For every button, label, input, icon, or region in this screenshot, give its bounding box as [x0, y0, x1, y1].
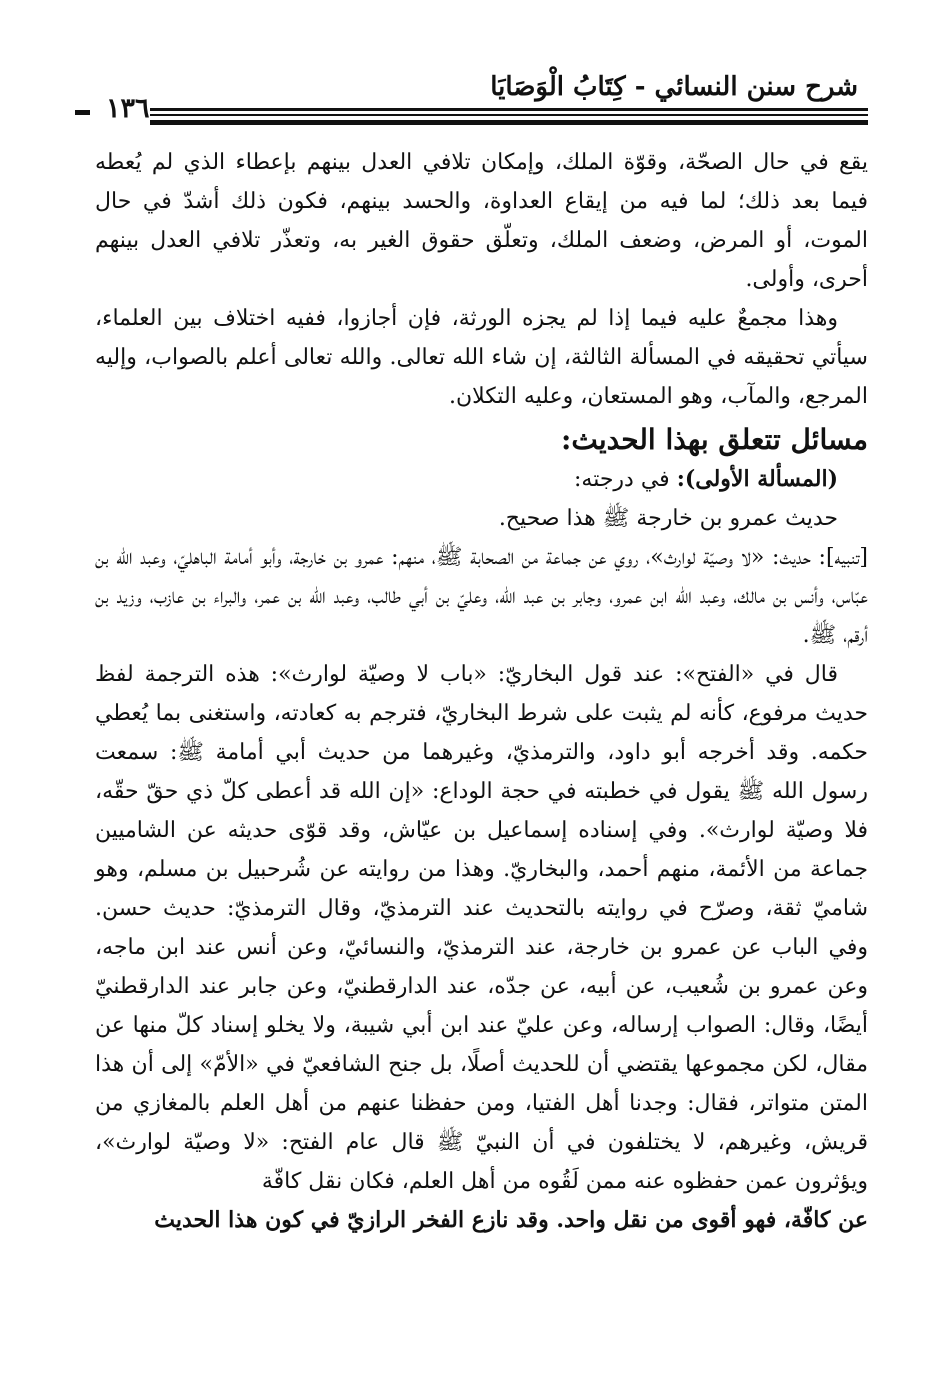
header-middle-rule — [90, 114, 868, 116]
page-header — [90, 62, 868, 126]
page-number: ١٣٦ — [90, 92, 150, 126]
hadith-grade: حديث عمرو بن خارجة ﷺ هذا صحيح. — [498, 506, 838, 531]
final-line: عن كافّة، فهو أقوى من نقل واحد. وقد نازع الفخر الرازيّ في كون هذا الحديث — [154, 1207, 868, 1233]
header-bottom-rule — [90, 120, 868, 125]
header-top-rule — [90, 108, 868, 111]
running-title: شرح سنن النسائي - كِتَابُ الْوَصَايَا — [490, 72, 858, 102]
tanbih-paragraph: [تنبيه]: حديث: «لا وصيّة لوارث»، روي عن جماعة من الصحابة ﷺ، منهم: عمرو بن خارجة، وأبو أمامة الباهليّ، وعبد الله بن عبّاس، وأنس بن مالك، وعبد الله ابن عمرو، وجابر بن عبد الله، وعليّ بن أبي طالب، وعبد الله بن عمر، والبراء بن عازب، وزيد بن أرقم، ﷺ. — [95, 545, 868, 648]
question-1 — [95, 460, 868, 499]
page-body — [95, 143, 868, 1240]
paragraph-1: يقع في حال الصحّة، وقوّة الملك، وإمكان تلافي العدل بينهم بإعطاء الذي لم يُعطه فيما بعد ذلك؛ لما فيه من إيقاع العداوة، والحسد بينهم، فكون ذلك أشدّ في حال الموت، أو المرض، وضعف الملك، وتعلّق حقوق الغير به، وتعذّر تلافي العدل بينهم أحرى، وأولى. — [95, 150, 868, 292]
section-heading: مسائل تتعلق بهذا الحديث: — [560, 423, 868, 456]
fath-paragraph: قال في «الفتح»: عند قول البخاريّ: «باب لا وصيّة لوارث»: هذه الترجمة لفظ حديث مرفوع، كأنه لم يثبت على شرط البخاريّ، فترجم به كعادته، واستغنى بما يُعطي حكمه. وقد أخرجه أبو داود، والترمذيّ، وغيرهما من حديث أبي أمامة ﷺ: سمعت رسول الله ﷺ يقول في خطبته في حجة الوداع: «إن الله قد أعطى كلّ ذي حقّ حقّه، فلا وصيّة لوارث». وفي إسناده إسماعيل بن عيّاش، وقد قوّى حديثه عن الشاميين جماعة من الأئمة، منهم أحمد، والبخاريّ. وهذا من روايته عن شُرحبيل بن مسلم، وهو شاميّ ثقة، وصرّح في روايته بالتحديث عند الترمذيّ، وقال الترمذيّ: حديث حسن. وفي الباب عن عمرو بن خارجة، عند الترمذيّ، والنسائيّ، وعن أنس عند ابن ماجه، وعن عمرو بن شُعيب، عن أبيه، عن جدّه، عند الدارقطنيّ، وعن جابر عند الدارقطنيّ أيضًا، وقال: الصواب إرساله، وعن عليّ عند ابن أبي شيبة، ولا يخلو إسناد كلّ منها عن مقال، لكن مجموعها يقتضي أن للحديث أصلًا، بل جنح الشافعيّ في «الأمّ» إلى أن هذا المتن متواتر، فقال: وجدنا أهل الفتيا، ومن حفظنا عنهم من أهل العلم بالمغازي من قريش، وغيرهم، لا يختلفون في أن النبيّ ﷺ قال عام الفتح: «لا وصيّة لوارث»، ويؤثرون عمن حفظوه عنه ممن لَقُوه من أهل العلم، فكان نقل كافّة — [95, 662, 868, 1194]
paragraph-2: وهذا مجمعٌ عليه فيما إذا لم يجزه الورثة، فإن أجازوا، ففيه اختلاف بين العلماء، سيأتي تحقيقه في المسألة الثالثة، إن شاء الله تعالى. والله تعالى أعلم بالصواب، وإليه المرجع، والمآب، وهو المستعان، وعليه التكلان. — [95, 306, 868, 409]
question-1-label: (المسألة الأولى): — [676, 466, 838, 492]
question-1-text: في درجته: — [573, 467, 670, 492]
